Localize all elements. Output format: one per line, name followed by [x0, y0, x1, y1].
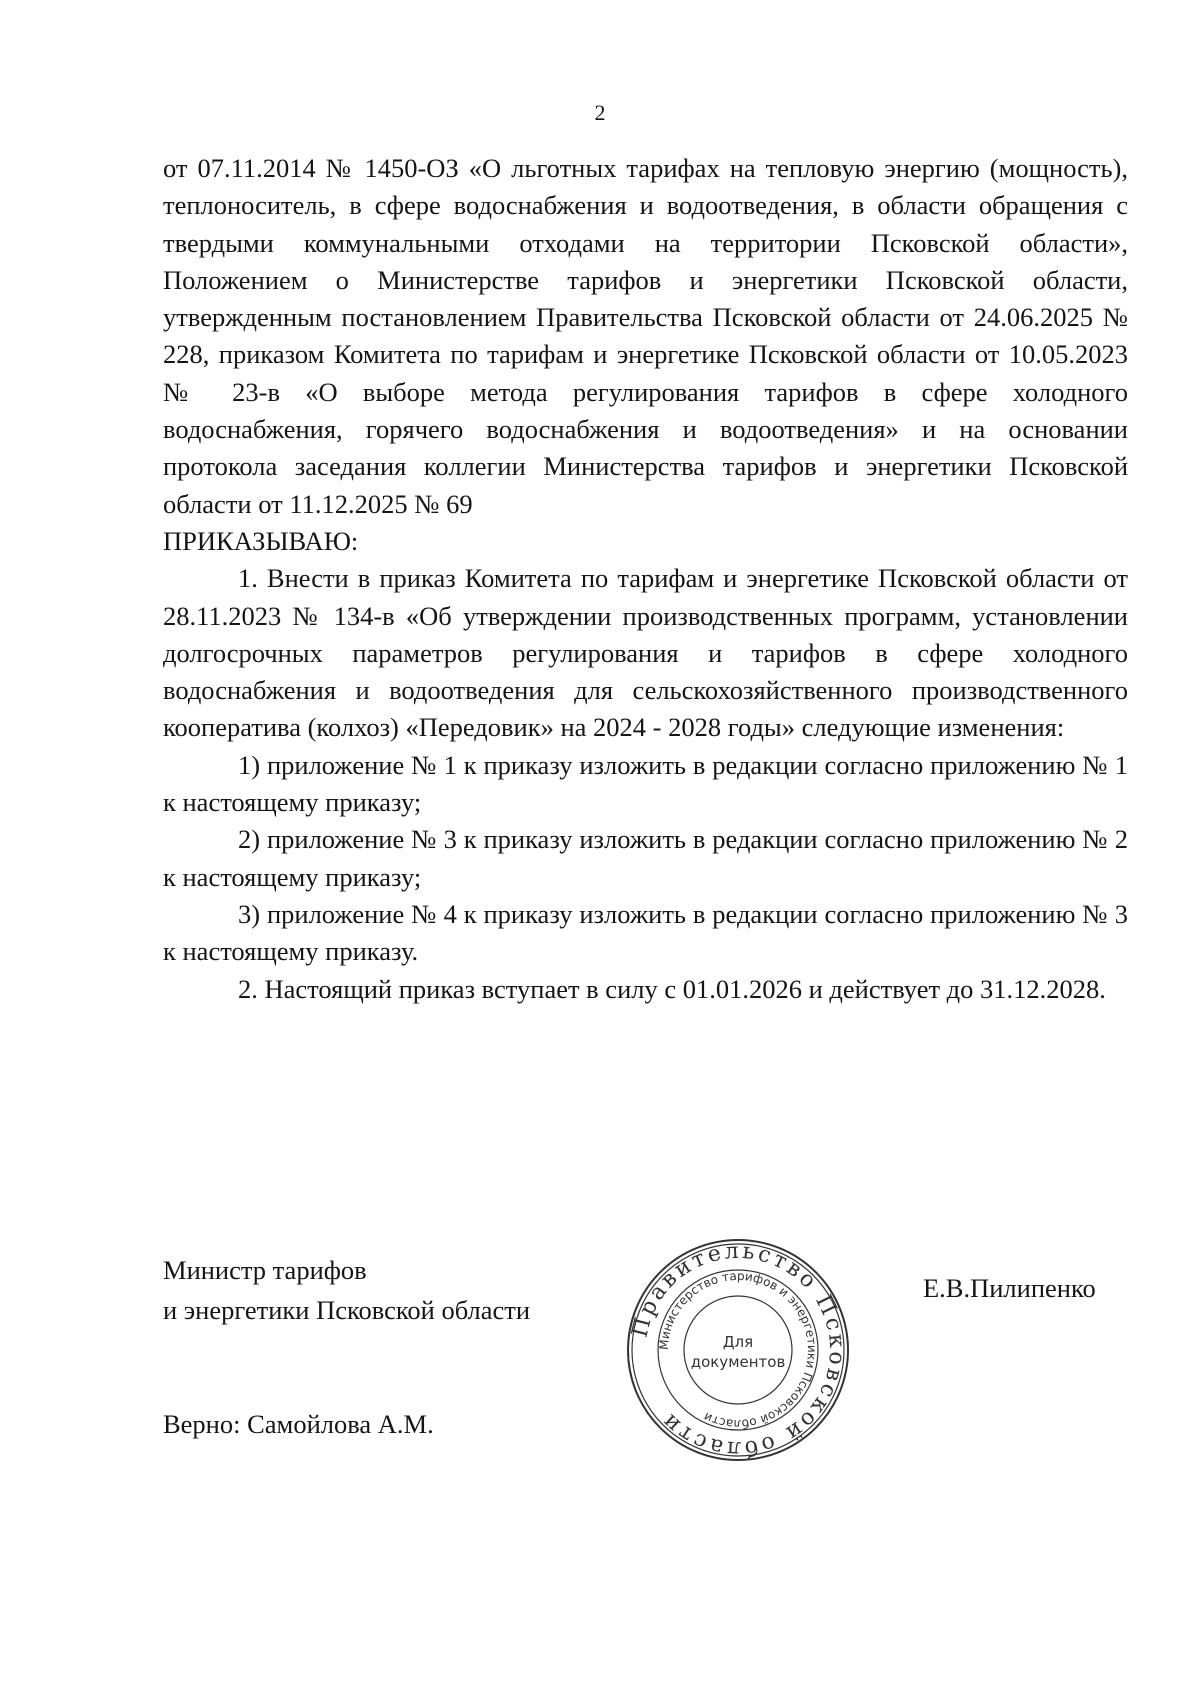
page-number: 2: [594, 100, 606, 125]
signature-position-line2: и энергетики Псковской области: [163, 1295, 531, 1325]
item-1-paragraph: 1. Внести в приказ Комитета по тарифам и энергетике Псковской области от 28.11.2023 № 134-в «Об утверждении производственных программ, установлении долгосрочных параметров регулирования и тарифов в сфере холодного водоснабжения и водоотведения для сельскохозяйственного производственного кооператива (колхоз) «Передовик» на 2024 - 2028 годы» следующие изменения:: [163, 563, 1128, 743]
subitem-1-paragraph: 1) приложение № 1 к приказу изложить в редакции согласно приложению № 1 к настоящему приказу;: [163, 749, 1128, 818]
seal-center-line2: документов: [690, 1353, 786, 1371]
seal-inner-text: Министерство тарифов и энергетики Псковской области: [656, 1268, 820, 1432]
signer-name: Е.В.Пилипенко: [923, 1273, 1096, 1303]
preamble-paragraph: от 07.11.2014 № 1450-ОЗ «О льготных тарифах на тепловую энергию (мощность), теплоноситель, в сфере водоснабжения и водоотведения, в области обращения с твердыми коммунальными отходами на территории Псковской области», Положением о Министерстве тарифов и энергетики Псковской области, утвержденным постановлением Правительства Псковской области от 24.06.2025 № 228, приказом Комитета по тарифам и энергетике Псковской области от 10.05.2023 № 23-в «О выборе метода регулирования тарифов в сфере холодного водоснабжения, горячего водоснабжения и водоотведения» и на основании протокола заседания коллегии Министерства тарифов и энергетики Псковской области от 11.12.2025 № 69: [163, 153, 1128, 519]
document-body: [163, 150, 1128, 1008]
signature-position-line1: Министр тарифов: [163, 1255, 367, 1285]
subitem-2-paragraph: 2) приложение № 3 к приказу изложить в редакции согласно приложению № 2 к настоящему приказу;: [163, 824, 1128, 892]
seal-outer-text: Правительство Псковской области: [627, 1238, 850, 1462]
official-seal: [623, 1235, 853, 1465]
subitem-3-paragraph: 3) приложение № 4 к приказу изложить в редакции согласно приложению № 3 к настоящему приказу.: [163, 898, 1128, 967]
order-word: ПРИКАЗЫВАЮ:: [163, 525, 359, 556]
verified-by: Верно: Самойлова А.М.: [163, 1409, 434, 1439]
item-2-paragraph: 2. Настоящий приказ вступает в силу с 01.01.2026 и действует до 31.12.2028.: [238, 973, 1106, 1004]
seal-center-line1: Для: [722, 1333, 754, 1351]
signature-position: [163, 1250, 530, 1330]
